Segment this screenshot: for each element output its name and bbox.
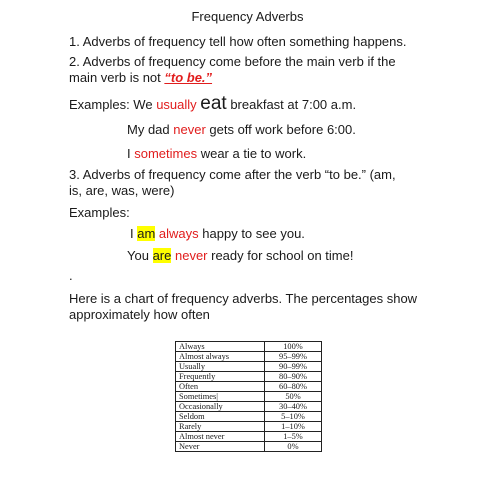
to-be-emphasis: “to be.” <box>164 70 213 85</box>
adverb-sometimes: sometimes <box>134 146 198 161</box>
adverb-cell: Seldom <box>176 412 265 422</box>
example-text: wear a tie to work. <box>197 146 307 161</box>
table-row <box>176 352 322 362</box>
example-never <box>127 122 356 138</box>
example-rest: breakfast at 7:00 a.m. <box>226 97 357 112</box>
example-sometimes <box>127 146 306 162</box>
table-row <box>176 382 322 392</box>
percentage-cell: 30–40% <box>265 402 322 412</box>
page-title: Frequency Adverbs <box>191 9 304 24</box>
example-always <box>130 226 305 242</box>
adverb-usually: usually <box>156 97 197 112</box>
percentage-cell: 90–99% <box>265 362 322 372</box>
adverb-cell: Usually <box>176 362 265 372</box>
adverb-never: never <box>173 122 206 137</box>
table-row <box>176 392 322 402</box>
adverb-cell: Almost never <box>176 432 265 442</box>
stray-dot: . <box>69 268 73 283</box>
verb-am: am <box>137 226 156 241</box>
adverb-cell: Rarely <box>176 422 265 432</box>
percentage-cell: 80–90% <box>265 372 322 382</box>
examples-label: Examples: <box>69 205 130 220</box>
adverb-never: never <box>174 248 208 263</box>
table-row <box>176 432 322 442</box>
example-text: I <box>130 226 138 241</box>
percentage-cell: 1–5% <box>265 432 322 442</box>
adverb-cell: Occasionally <box>176 402 265 412</box>
rule-1: 1. Adverbs of frequency tell how often something happens. <box>69 34 407 49</box>
example-usually <box>69 93 357 114</box>
percentage-cell: 100% <box>265 342 322 352</box>
example-text: You <box>127 248 153 263</box>
table-row <box>176 442 322 452</box>
example-text: happy to see you. <box>198 226 305 241</box>
percentage-cell: 1–10% <box>265 422 322 432</box>
adverb-cell: Always <box>176 342 265 352</box>
example-label: Examples: We <box>69 97 157 112</box>
table-row <box>176 412 322 422</box>
example-text: ready for school on time! <box>207 248 354 263</box>
table-row <box>176 372 322 382</box>
table-row <box>176 422 322 432</box>
rule-2-text: main verb is not <box>69 70 165 85</box>
example-text: gets off work before 6:00. <box>205 122 356 137</box>
percentage-cell: 5–10% <box>265 412 322 422</box>
rule-3-line-1: 3. Adverbs of frequency come after the verb “to be.” (am, <box>69 167 396 182</box>
rule-3-line-2: is, are, was, were) <box>69 183 175 198</box>
percentage-cell: 60–80% <box>265 382 322 392</box>
example-are-never <box>127 248 353 264</box>
chart-intro-line-1: Here is a chart of frequency adverbs. The percentages show <box>69 291 418 306</box>
adverb-cell: Never <box>176 442 265 452</box>
verb-are: are <box>152 248 172 263</box>
adverb-cell: Frequently <box>176 372 265 382</box>
percentage-cell: 0% <box>265 442 322 452</box>
rule-2-line-1: 2. Adverbs of frequency come before the main verb if the <box>69 54 396 69</box>
example-text: I <box>127 146 135 161</box>
adverb-cell: Sometimes| <box>176 392 265 402</box>
frequency-table <box>175 341 322 452</box>
adverb-cell: Often <box>176 382 265 392</box>
table-row <box>176 342 322 352</box>
adverb-cell: Almost always <box>176 352 265 362</box>
rule-2-line-2 <box>69 70 212 86</box>
percentage-cell: 95–99% <box>265 352 322 362</box>
percentage-cell: 50% <box>265 392 322 402</box>
adverb-always: always <box>158 226 199 241</box>
table-row <box>176 362 322 372</box>
example-text: My dad <box>127 122 174 137</box>
table-row <box>176 402 322 412</box>
chart-intro-line-2: approximately how often <box>69 307 210 322</box>
verb-eat: eat <box>200 93 227 114</box>
